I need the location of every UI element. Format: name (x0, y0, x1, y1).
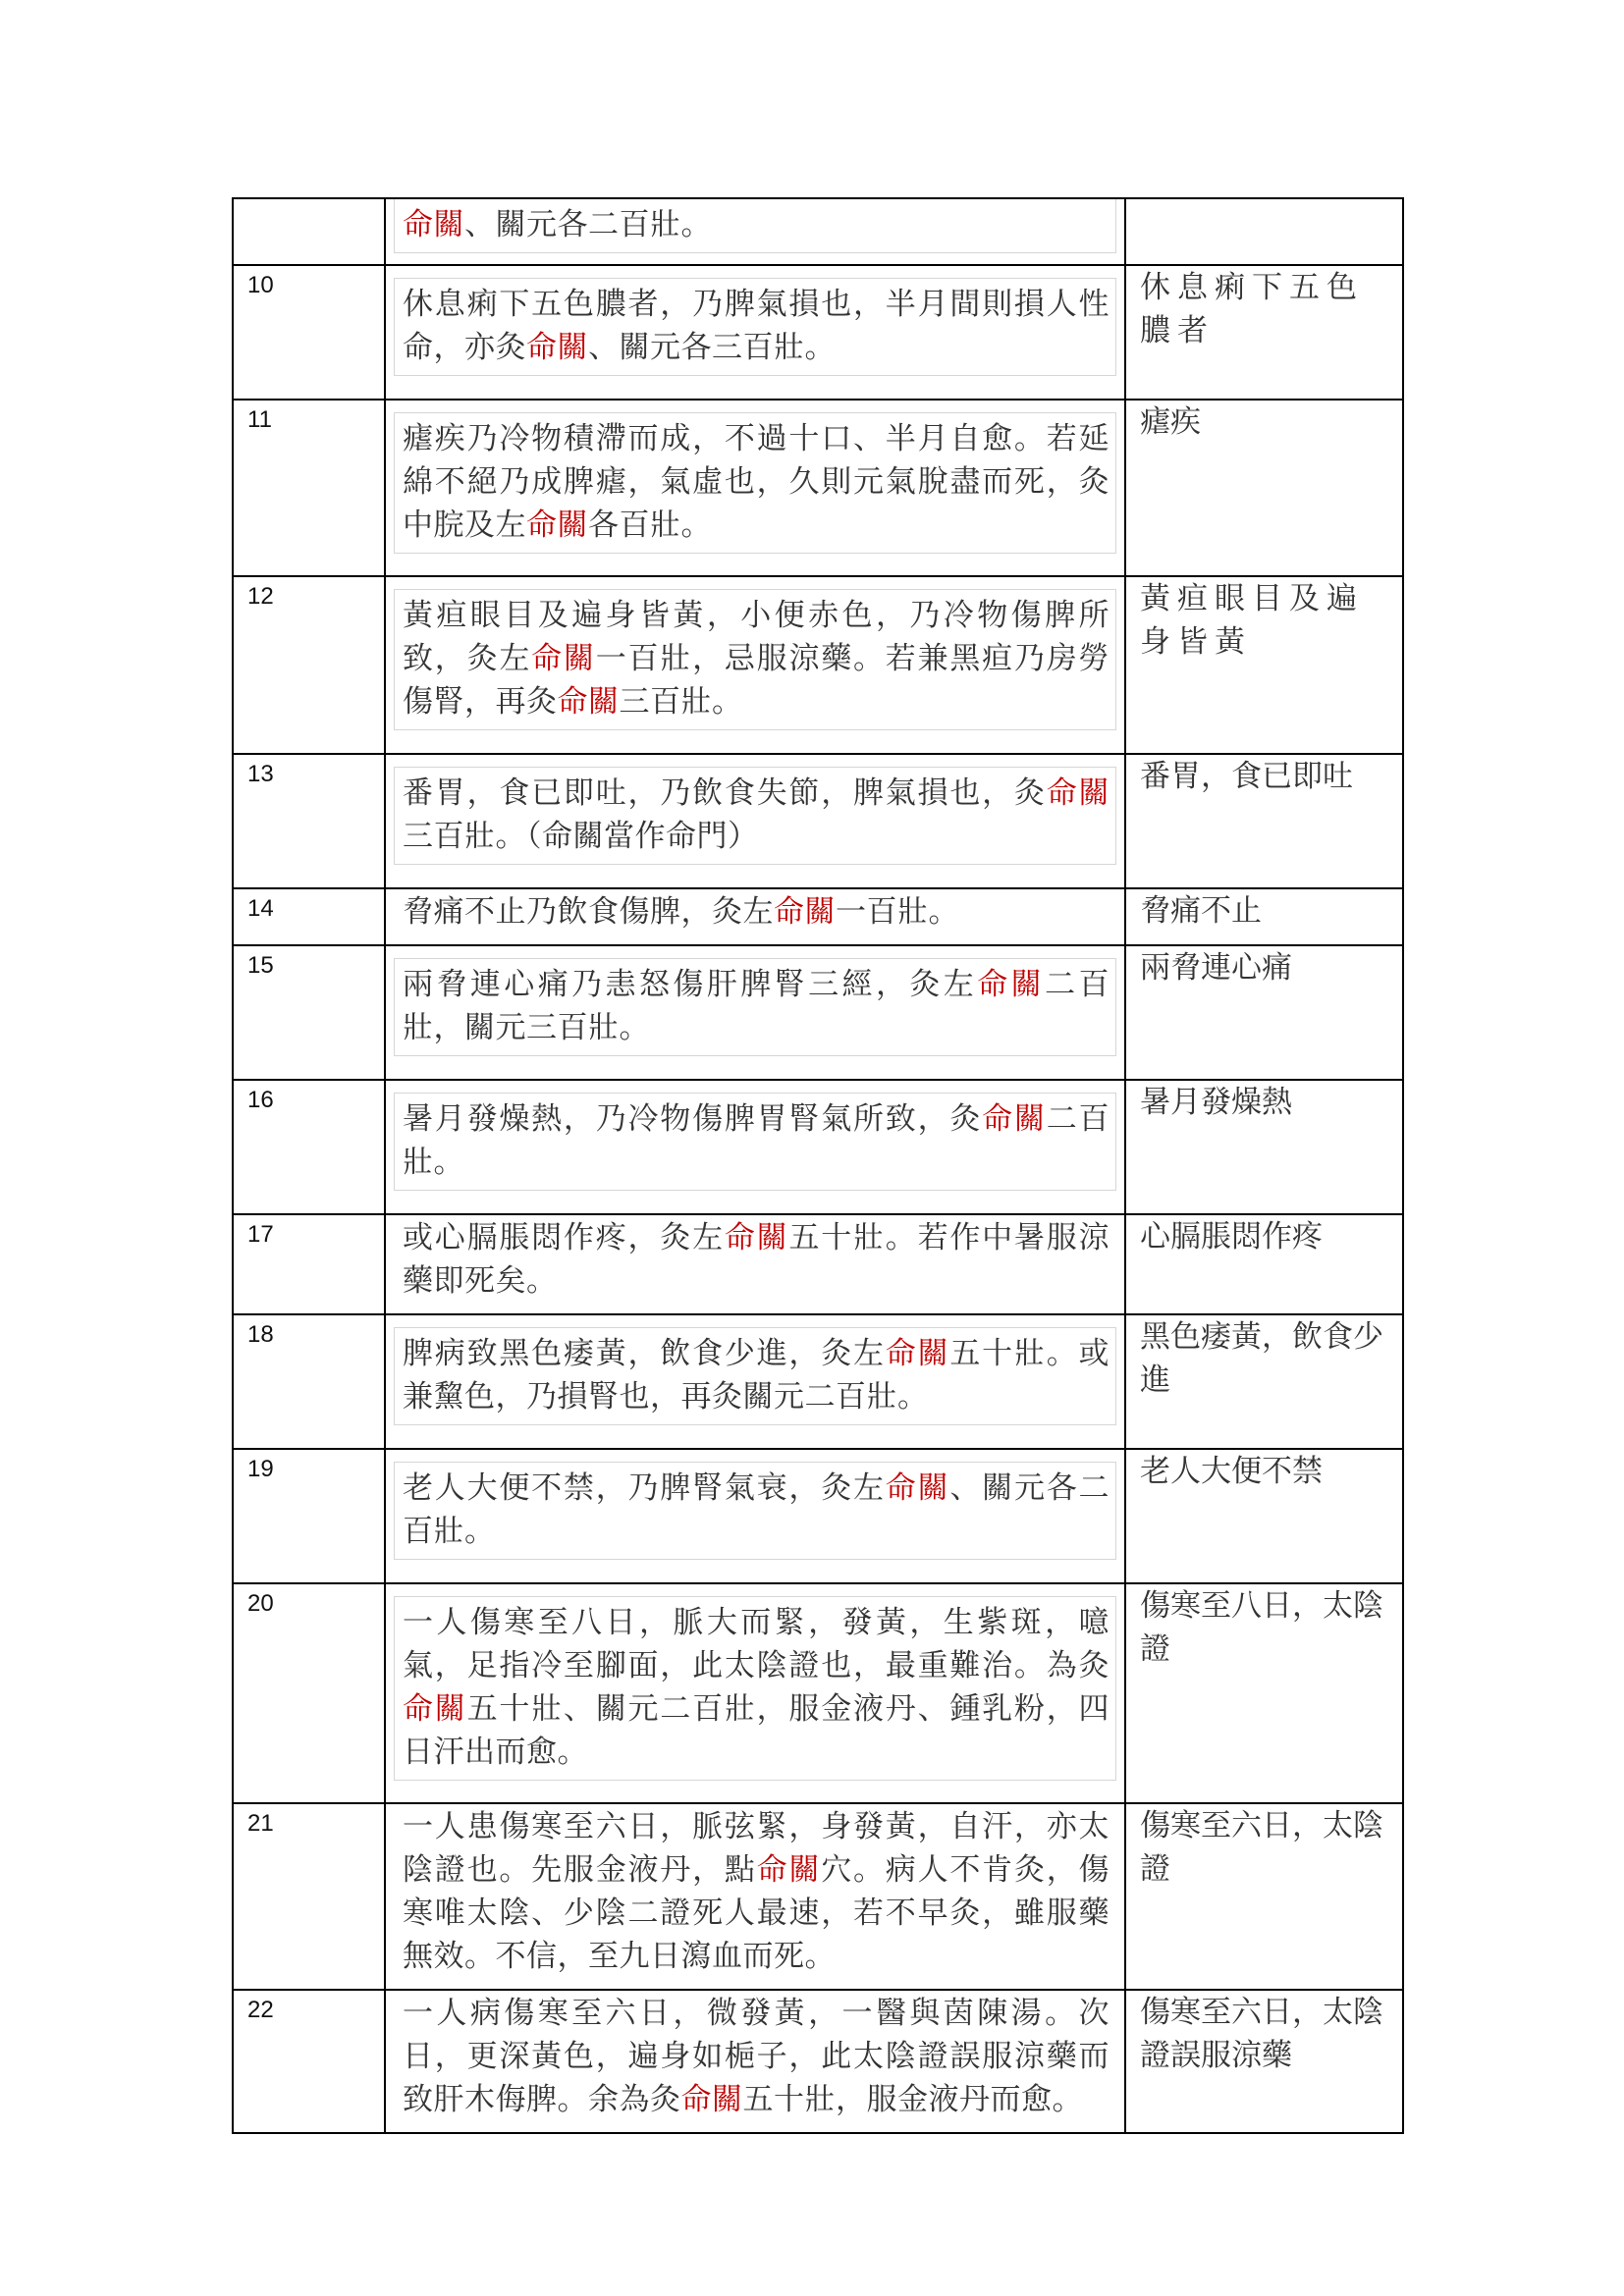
row-number: 16 (233, 1080, 385, 1214)
keyword-cell: 瘧疾 (1125, 400, 1403, 576)
table-row (233, 1214, 1403, 1314)
row-number: 22 (233, 1990, 385, 2133)
keyword-cell: 傷寒至六日，太陰證誤服涼藥 (1125, 1990, 1403, 2133)
table-row (233, 1449, 1403, 1583)
case-text-cell (385, 400, 1125, 576)
highlight-term: 命關 (1046, 775, 1110, 811)
case-text-cell (385, 1080, 1125, 1214)
table-row (233, 576, 1403, 754)
case-text: 瘧疾乃冷物積滯而成，不過十口、半月自愈。若延綿不絕乃成脾瘧，氣虛也，久則元氣脫盡而死，灸中脘及左命關各百壯。 (403, 421, 1110, 543)
keyword-cell: 傷寒至八日，太陰證 (1125, 1583, 1403, 1803)
highlight-term: 命關 (680, 2082, 743, 2117)
table-row (233, 265, 1403, 400)
case-text: 黃疸眼目及遍身皆黃，小便赤色，乃冷物傷脾所致，灸左命關一百壯，忌服涼藥。若兼黑疸乃房勞傷腎，再灸命關三百壯。 (403, 598, 1110, 720)
table-row (233, 1803, 1403, 1990)
row-number: 21 (233, 1803, 385, 1990)
highlight-term: 命關 (977, 967, 1046, 1002)
case-text: 番胃，食已即吐，乃飲食失節，脾氣損也，灸命關三百壯。（命關當作命門） (403, 775, 1110, 854)
table-row (233, 198, 1403, 265)
keyword-cell: 老人大便不禁 (1125, 1449, 1403, 1583)
table-row (233, 400, 1403, 576)
case-text-cell (385, 1214, 1125, 1314)
keyword-cell (1125, 198, 1403, 265)
case-text: 一人病傷寒至六日，微發黃，一醫與茵陳湯。次日，更深黃色，遍身如梔子，此太陰證誤服涼藥而致肝木侮脾。余為灸命關五十壯，服金液丹而愈。 (403, 1996, 1110, 2117)
highlight-term: 命關 (526, 330, 588, 365)
highlight-term: 命關 (403, 1691, 467, 1727)
row-number: 13 (233, 754, 385, 888)
highlight-term: 命關 (526, 507, 588, 543)
keyword-cell: 脅痛不止 (1125, 888, 1403, 945)
highlight-term: 命關 (774, 894, 836, 930)
case-text: 一人患傷寒至六日，脈弦緊，身發黃，自汗，亦太陰證也。先服金液丹，點命關穴。病人不肯灸，傷寒唯太陰、少陰二證死人最速，若不早灸，雖服藥無效。不信，至九日瀉血而死。 (403, 1809, 1110, 1974)
row-number: 19 (233, 1449, 385, 1583)
row-number: 20 (233, 1583, 385, 1803)
row-number: 18 (233, 1314, 385, 1449)
case-text: 命關、關元各二百壯。 (403, 207, 712, 242)
table-row (233, 1990, 1403, 2133)
keyword-cell: 黑色痿黃，飲食少進 (1125, 1314, 1403, 1449)
table-row (233, 1080, 1403, 1214)
case-text-cell (385, 945, 1125, 1080)
row-number: 12 (233, 576, 385, 754)
case-text-cell (385, 1314, 1125, 1449)
row-number: 14 (233, 888, 385, 945)
table-row (233, 754, 1403, 888)
highlight-term: 命關 (557, 684, 620, 720)
highlight-term: 命關 (724, 1220, 789, 1255)
highlight-term: 命關 (756, 1852, 822, 1888)
case-text: 脅痛不止乃飲食傷脾，灸左命關一百壯。 (403, 894, 959, 930)
highlight-term: 命關 (531, 641, 596, 676)
keyword-cell: 傷寒至六日，太陰證 (1125, 1803, 1403, 1990)
row-number (233, 198, 385, 265)
case-text: 老人大便不禁，乃脾腎氣衰，灸左命關、關元各二百壯。 (403, 1470, 1110, 1549)
case-text-cell (385, 1990, 1125, 2133)
keyword-cell: 黃疸眼目及遍身皆黃 (1125, 576, 1403, 754)
case-text-cell (385, 754, 1125, 888)
keyword-cell: 暑月發燥熱 (1125, 1080, 1403, 1214)
case-table (232, 197, 1404, 2134)
highlight-term: 命關 (885, 1470, 950, 1506)
keyword-cell: 心膈脹悶作疼 (1125, 1214, 1403, 1314)
case-text-cell (385, 888, 1125, 945)
table-row (233, 888, 1403, 945)
row-number: 11 (233, 400, 385, 576)
case-text: 暑月發燥熱，乃冷物傷脾胃腎氣所致，灸命關二百壯。 (403, 1101, 1110, 1180)
keyword-cell: 兩脅連心痛 (1125, 945, 1403, 1080)
case-text-cell (385, 1803, 1125, 1990)
case-text-cell (385, 1583, 1125, 1803)
row-number: 15 (233, 945, 385, 1080)
case-text: 脾病致黑色痿黃，飲食少進，灸左命關五十壯。或兼黧色，乃損腎也，再灸關元二百壯。 (403, 1336, 1110, 1415)
table-row (233, 1314, 1403, 1449)
case-text: 兩脅連心痛乃恚怒傷肝脾腎三經，灸左命關二百壯，關元三百壯。 (403, 967, 1110, 1045)
case-text-cell (385, 198, 1125, 265)
row-number: 10 (233, 265, 385, 400)
highlight-term: 命關 (403, 207, 464, 242)
case-text-cell (385, 265, 1125, 400)
case-text-cell (385, 576, 1125, 754)
case-text: 一人傷寒至八日，脈大而緊，發黃，生紫斑，噫氣，足指冷至腳面，此太陰證也，最重難治。為灸命關五十壯、關元二百壯，服金液丹、鍾乳粉，四日汗出而愈。 (403, 1605, 1110, 1770)
case-text-cell (385, 1449, 1125, 1583)
keyword-cell: 番胃，食已即吐 (1125, 754, 1403, 888)
table-row (233, 945, 1403, 1080)
highlight-term: 命關 (982, 1101, 1047, 1137)
row-number: 17 (233, 1214, 385, 1314)
keyword-cell: 休息痢下五色膿者 (1125, 265, 1403, 400)
case-text: 或心膈脹悶作疼，灸左命關五十壯。若作中暑服涼藥即死矣。 (403, 1220, 1110, 1299)
highlight-term: 命關 (885, 1336, 950, 1371)
table-row (233, 1583, 1403, 1803)
case-text: 休息痢下五色膿者，乃脾氣損也，半月間則損人性命，亦灸命關、關元各三百壯。 (403, 287, 1110, 365)
